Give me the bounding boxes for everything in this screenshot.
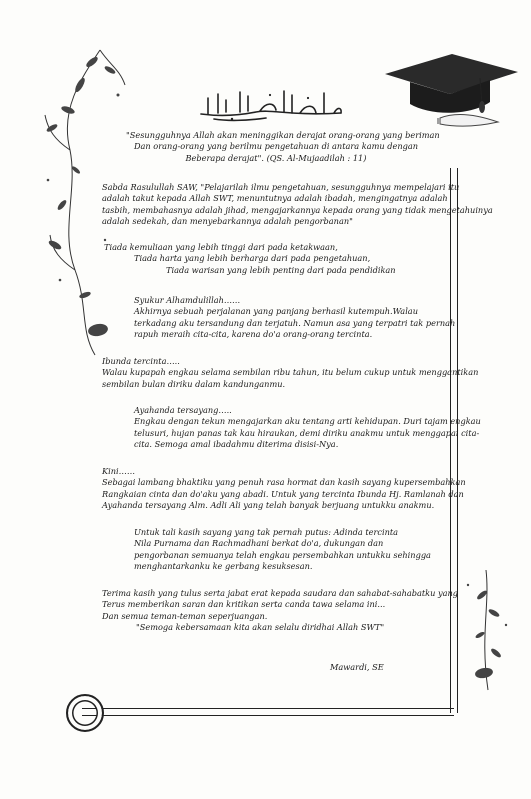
text-line: Sabda Rasulullah SAW, "Pelajarilah ilmu pengetahuan, sesungguhnya mempelajari itu [102, 182, 460, 192]
dedication-section [102, 466, 466, 511]
closing-prayer: "Semoga kebersamaan kita akan selalu diridhai Allah SWT" [136, 621, 385, 632]
thanks-section [102, 588, 458, 633]
text-line: Nila Purnama dan Rachmadhani berkat do'a, dukungan dan [134, 538, 384, 549]
text-line: rapuh meraih cita-cita, karena do'a orang-orang tercinta. [134, 328, 373, 339]
text-line: Akhirnya sebuah perjalanan yang panjang berhasil kutempuh.Walau [134, 306, 418, 317]
frame-horizontal-rule [82, 708, 454, 716]
text-line: Ayahanda tersayang Alm. Adli Ali yang telah banyak berjuang untukku anakmu. [102, 499, 435, 510]
text-line: pengorbanan semuanya telah engkau persembahkan untukku sehingga [134, 549, 431, 560]
quran-verse [126, 130, 440, 164]
frame-corner-ring [66, 694, 104, 732]
signature: Mawardi, SE [330, 662, 384, 672]
text-line: menghantarkanku ke gerbang kesuksesan. [134, 560, 313, 571]
text-line: Tiada harta yang lebih berharga dari pada pengetahuan, [134, 253, 371, 264]
section-heading: Kini…… [102, 466, 136, 476]
gratitude-section [134, 295, 455, 340]
section-heading: Ibunda tercinta….. [102, 356, 180, 366]
text-line: Dan semua teman-teman seperjuangan. [102, 610, 268, 621]
basmalah-calligraphy-icon [196, 86, 346, 122]
section-heading: Syukur Alhamdulillah…… [134, 295, 241, 305]
text-line: "Sesungguhnya Allah akan meninggikan derajat orang-orang yang beriman [126, 130, 440, 140]
mother-section [102, 356, 478, 390]
section-heading: Ayahanda tersayang….. [134, 405, 232, 415]
text-line: Terus memberikan saran dan kritikan serta canda tawa selama ini... [102, 599, 386, 610]
wisdom-saying [104, 242, 396, 276]
hadith-quote [102, 182, 493, 227]
text-line: Beberapa derajat". (QS. Al-Mujaadilah : 11) [185, 152, 367, 163]
text-line: Untuk tali kasih sayang yang tak pernah putus: Adinda tercinta [134, 527, 399, 537]
text-line: Sebagai lambang bhaktiku yang penuh rasa hormat dan kasih sayang kupersembahkan [102, 477, 466, 488]
text-line: Walau kupapah engkau selama sembilan ribu tahun, itu belum cukup untuk menggantikan [102, 367, 479, 378]
text-line: cita. Semoga amal ibadahmu diterima disisi-Nya. [134, 438, 339, 449]
graduation-cap-icon [380, 52, 520, 132]
text-line: Engkau dengan tekun mengajarkan aku tentang arti kehidupan. Duri tajam engkau [134, 416, 481, 427]
text-line: Dan orang-orang yang berilmu pengetahuan di antara kamu dengan [133, 141, 418, 152]
text-line: tasbih, membahasnya adalah jihad, mengajarkannya kepada orang yang tidak mengetahuinya [102, 204, 493, 215]
siblings-section [134, 527, 431, 572]
text-line: Terima kasih yang tulus serta jabat erat kepada saudara dan sahabat-sahabatku yang [102, 588, 459, 598]
text-line: telusuri, hujan panas tak kau hiraukan, demi diriku anakmu untuk menggapai cita- [134, 427, 480, 438]
text-line: Rangkaian cinta dan do'aku yang abadi. Untuk yang tercinta Ibunda Hj. Ramlanah dan [102, 488, 464, 499]
father-section [134, 405, 481, 450]
text-line: terkadang aku tersandung dan terjatuh. Namun asa yang terpatri tak pernah [134, 317, 456, 328]
text-line: adalah takut kepada Allah SWT, menuntutnya adalah ibadah, mengingatnya adalah [102, 193, 448, 204]
text-line: adalah sedekah, dan menyebarkannya adalah pengorbanan" [102, 215, 353, 226]
text-line: Tiada warisan yang lebih penting dari pada pendidikan [166, 264, 396, 275]
floral-sprig-icon [456, 565, 516, 695]
text-line: Tiada kemuliaan yang lebih tinggi dari pada ketakwaan, [104, 242, 338, 252]
text-line: sembilan bulan diriku dalam kandunganmu. [102, 378, 286, 389]
